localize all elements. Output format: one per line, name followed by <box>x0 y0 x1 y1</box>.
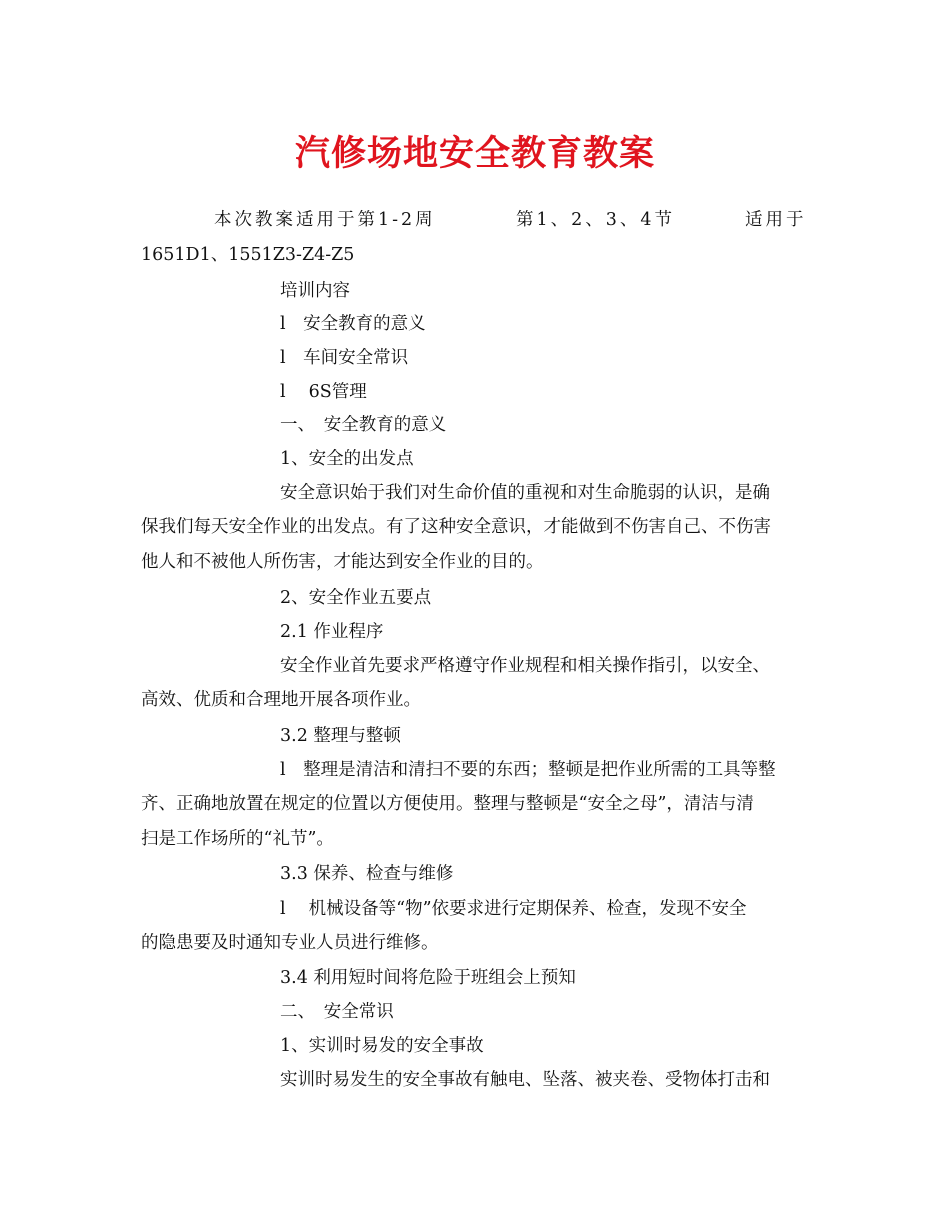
paragraph-line: 安全作业首先要求严格遵守作业规程和相关操作指引，以安全、 <box>280 656 770 676</box>
sub4-heading: 1、实训时易发的安全事故 <box>280 1036 484 1056</box>
document-title: 汽修场地安全教育教案 <box>294 133 655 174</box>
list-item: l 车间安全常识 <box>280 348 409 368</box>
header-applicable-for: 适用于 <box>745 210 807 230</box>
paragraph-line: 安全意识始于我们对生命价值的重视和对生命脆弱的认识，是确 <box>280 483 770 503</box>
paragraph-line: 扫是工作场所的“礼节”。 <box>141 829 334 849</box>
section2-heading: 二、 安全常识 <box>280 1002 394 1022</box>
paragraph-line: 他人和不被他人所伤害，才能达到安全作业的目的。 <box>141 552 544 572</box>
paragraph-line: 实训时易发生的安全事故有触电、坠落、被夹卷、受物体打击和 <box>280 1070 770 1090</box>
header-applicable-weeks: 本次教案适用于第1-2周 <box>214 210 436 230</box>
paragraph-line: l 机械设备等“物”依要求进行定期保养、检查，发现不安全 <box>280 899 747 919</box>
list-item: l 6S管理 <box>280 382 367 402</box>
sub3-2-heading: 3.2 整理与整顿 <box>280 726 401 746</box>
paragraph-line: 齐、正确地放置在规定的位置以方便使用。整理与整顿是“安全之母”，清洁与清 <box>141 794 754 814</box>
paragraph-line: 保我们每天安全作业的出发点。有了这种安全意识，才能做到不伤害自己、不伤害 <box>141 517 771 537</box>
header-class-codes: 1651D1、1551Z3-Z4-Z5 <box>141 245 355 265</box>
sub2-1-heading: 2.1 作业程序 <box>280 622 384 642</box>
paragraph-line: 的隐患要及时通知专业人员进行维修。 <box>141 933 439 953</box>
sub2-heading: 2、安全作业五要点 <box>280 588 432 608</box>
training-content-label: 培训内容 <box>280 281 350 301</box>
sub3-3-heading: 3.3 保养、检查与维修 <box>280 864 454 884</box>
section1-heading: 一、 安全教育的意义 <box>280 415 447 435</box>
sub1-heading: 1、安全的出发点 <box>280 449 414 469</box>
paragraph-line: 高效、优质和合理地开展各项作业。 <box>141 690 421 710</box>
paragraph-line: l 整理是清洁和清扫不要的东西；整顿是把作业所需的工具等整 <box>280 760 776 780</box>
list-item: l 安全教育的意义 <box>280 314 426 334</box>
sub3-4-heading: 3.4 利用短时间将危险于班组会上预知 <box>280 968 576 988</box>
header-applicable-sections: 第1、2、3、4节 <box>516 210 676 230</box>
